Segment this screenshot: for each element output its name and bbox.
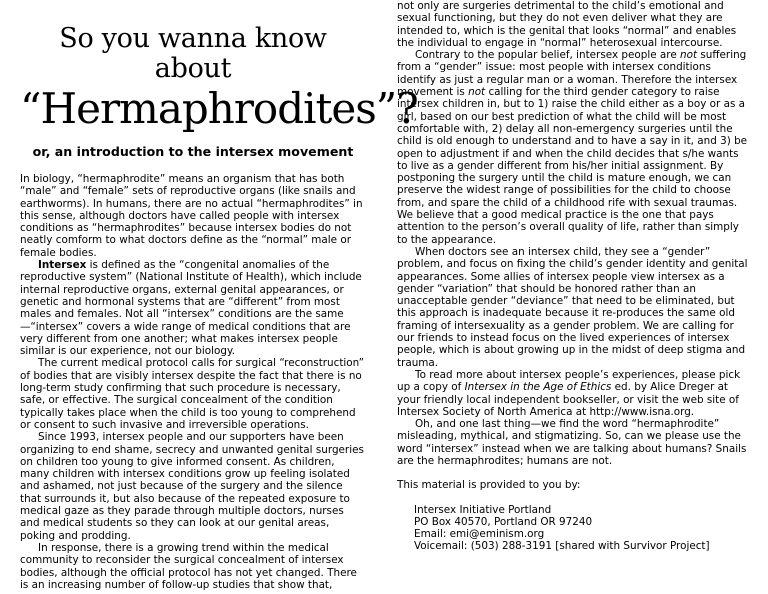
- right-column: [397, 0, 749, 553]
- emphasis: not: [680, 49, 698, 62]
- contact-address: [414, 504, 749, 553]
- voicemail: Voicemail: (503) 288-3191 [shared with Survivor Project]: [414, 540, 710, 553]
- right-paragraph-1: not only are surgeries detrimental to the child’s emotional and sexual functioning, but they do not even deliver what they are intended to, which is the genital that looks “normal” and enables the individual to engage in “normal” heterosexual intercourse.: [397, 0, 737, 49]
- left-paragraph-5: In response, there is a growing trend within the medical community to reconsider the surgical concealment of intersex bodies, although the official protocol has not yet changed. There is an increasing number of follow-up studies that show that,: [20, 541, 357, 591]
- email: Email: emi@eminism.org: [414, 528, 545, 541]
- subtitle: or, an introduction to the intersex movement: [32, 144, 354, 159]
- spacer: [397, 492, 749, 504]
- right-paragraph-2: [397, 49, 749, 246]
- left-paragraph-2: [20, 259, 366, 357]
- provided-by: This material is provided to you by:: [397, 479, 581, 492]
- left-column: [20, 0, 418, 591]
- text-span: ed. by Alice Dreger at your friendly local independent bookseller, or visit the web site of Intersex Society of North America at http://www.isna.org.: [397, 381, 739, 418]
- book-title: Intersex in the Age of Ethics: [464, 381, 612, 394]
- spacer: [397, 467, 749, 479]
- intersex-definition: is defined as the “congenital anomalies of the reproductive system” (National Institute of Health), which include internal reproductive organs, external genital appearances, or genetic and hormonal systems that are “different” from most males and females. Not all “intersex” conditions are the same—“intersex” covers a wide range of medical conditions that are very different from one another; what makes intersex people similar is our experience, not our biology.: [20, 259, 362, 358]
- emphasis: not: [468, 86, 486, 99]
- left-paragraph-1: In biology, “hermaphrodite” means an organism that has both “male” and “female” sets of reproductive organs (like snails and earthworms). In humans, there are no actual “hermaphrodites” in this sense, although doctors have called people with intersex conditions as “hermaphrodites” because intersex bodies do not neatly comform to what doctors define as the “normal” male or female bodies.: [20, 173, 363, 259]
- right-paragraph-5: Oh, and one last thing—we find the word “hermaphrodite” misleading, mythical, and stigmatizing. So, can we please use the word “intersex” instead when we are talking about humans? Snails are the hermaphrodites; humans are not.: [397, 418, 747, 467]
- right-paragraph-3: When doctors see an intersex child, they see a “gender” problem, and focus on fixing the child’s gender identity and genital appearances. Some allies of intersex people view intersex as a gender “variation” that should be honored rather than an unacceptable gender “deviance” that need to be eliminated, but this approach is inadequate because it re-produces the same old framing of intersexuality as a gender problem. We are calling for our friends to instead focus on the lived experiences of intersex people, which is about growing up in the midst of deep stigma and trauma.: [397, 245, 748, 369]
- text-span: suffering from a “gender” issue: most people with intersex conditions identify as just a regular man or a woman. Therefore the intersex movement is: [397, 49, 747, 99]
- title-line-1: So you wanna know about: [59, 23, 327, 84]
- postal-address: PO Box 40570, Portland OR 97240: [414, 515, 593, 528]
- text-span: calling for the third gender category to raise intersex children in, but to 1) raise the child either as a boy or as a girl, based on our best prediction of what the child will be most comfortable with, 2) delay all non-emergency surgeries until the child is old enough to understand and to have a say in it, and 3) be open to adjustment if and when the child decides that s/he wants to live as a gender different from his/her initial assignment. By postponing the surgery until the child is mature enough, we can preserve the widest range of possibilities for the child to choose from, and spare the child of a childhood rife with sexual traumas. We believe that a good medical practice is the one that pays attention to the person’s overall quality of life, rather than simply to the appearance.: [397, 86, 748, 246]
- text-span: Contrary to the popular belief, intersex people are: [415, 49, 681, 62]
- text-span: To read more about intersex people’s experiences, please pick up a copy of: [397, 368, 741, 394]
- title-line-2: “Hermaphrodites”?: [20, 84, 418, 133]
- right-paragraph-4: [397, 369, 749, 418]
- left-paragraph-3: The current medical protocol calls for surgical “reconstruction” of bodies that are visibly intersex despite the fact that there is no long-term study confirming that such procedure is necessary, safe, or effective. The surgical concealment of the condition typically takes place when the child is too young to comprehend or consent to such invasive and irreversible operations.: [20, 357, 365, 431]
- left-paragraph-4: Since 1993, intersex people and our supporters have been organizing to end shame, secrecy and unwanted genital surgeries on children too young to give informed consent. As children, many children with intersex conditions grow up feeling isolated and ashamed, not just because of the surgery and the silence that surrounds it, but also because of the repeated exposure to medical gaze as they parade through multiple doctors, nurses and medical students so they can look at our genital areas, poking and prodding.: [20, 431, 364, 542]
- org-name: Intersex Initiative Portland: [414, 503, 552, 516]
- intersex-term: Intersex: [38, 259, 87, 272]
